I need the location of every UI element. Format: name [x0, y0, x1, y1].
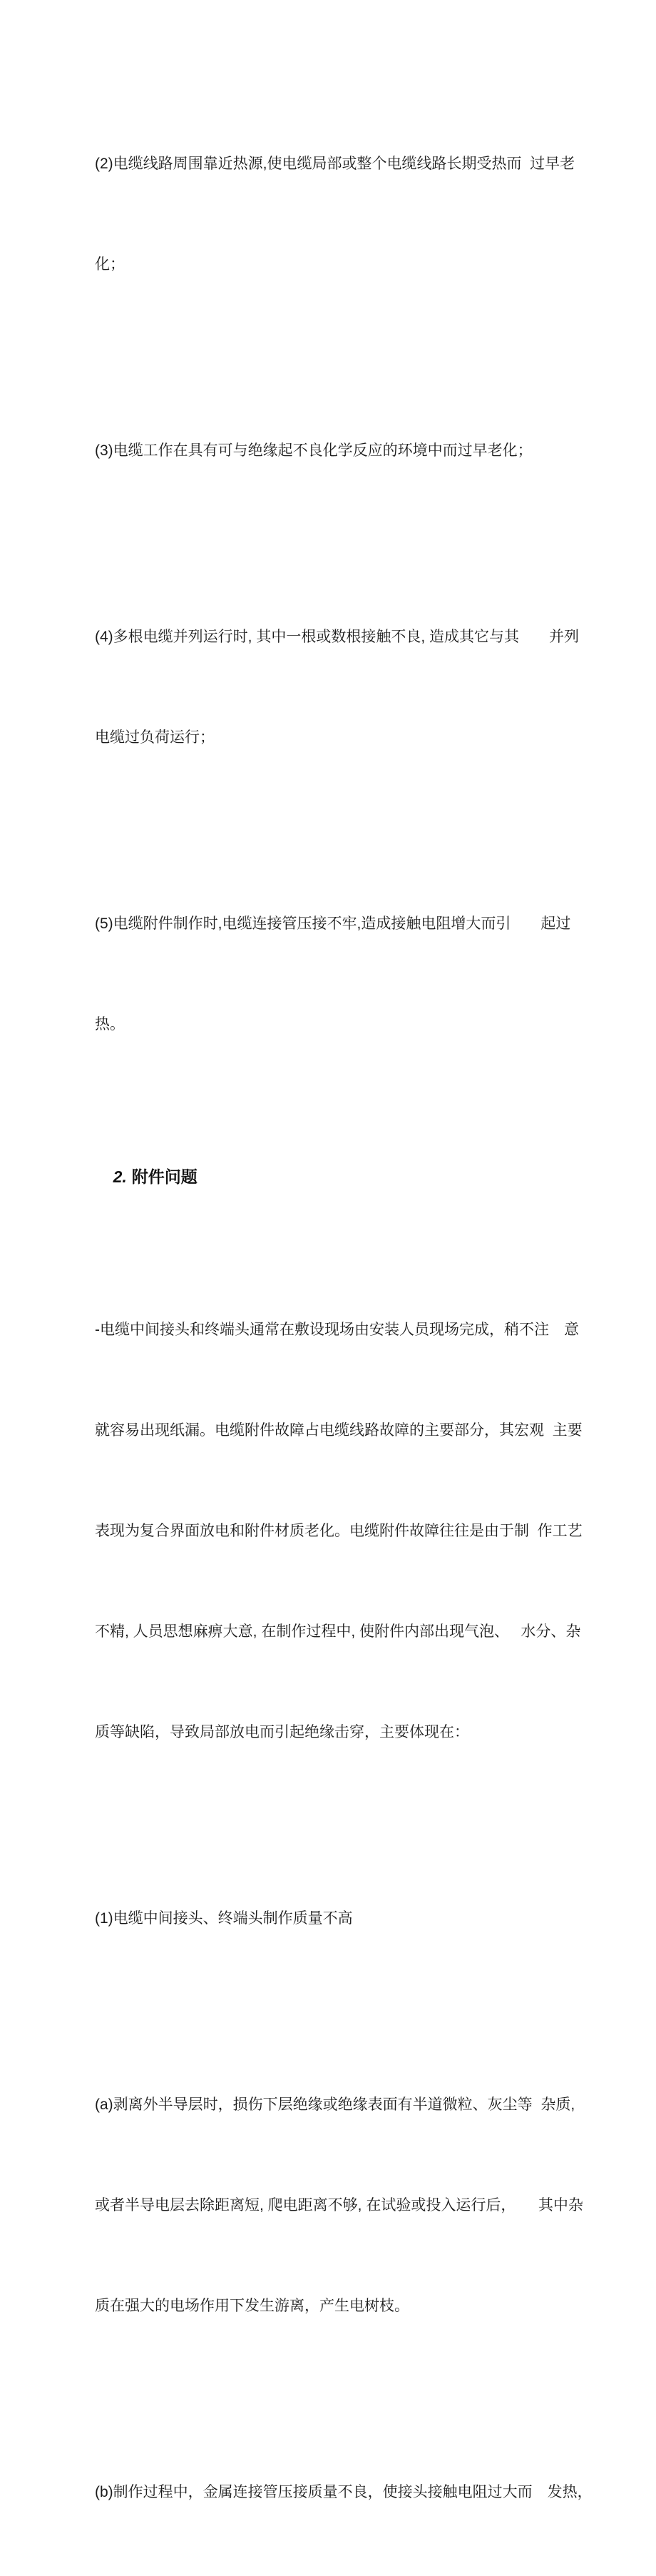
paragraph-cause-3	[95, 367, 578, 534]
text-line: 或者半导电层去除距离短, 爬电距离不够, 在试验或投入运行后， 其中杂	[95, 2197, 583, 2214]
paragraph-item-1	[95, 1835, 578, 2002]
section-number: 2.	[113, 1167, 127, 1186]
text-line: 不精, 人员思想麻痹大意, 在制作过程中, 使附件内部出现气泡、 水分、杂	[95, 1623, 581, 1640]
text-line: (a)剥离外半导层时，损伤下层绝缘或绝缘表面有半道微粒、灰尘等 杂质,	[95, 2096, 575, 2113]
text-line: (4)多根电缆并列运行时, 其中一根或数根接触不良, 造成其它与其 并列	[95, 629, 580, 645]
text-line: (1)电缆中间接头、终端头制作质量不高	[95, 1910, 353, 1927]
paragraph-cause-4	[95, 553, 578, 821]
text-line: (5)电缆附件制作时,电缆连接管压接不牢,造成接触电阻增大而引 起过	[95, 916, 571, 932]
paragraph-cause-2	[95, 80, 578, 348]
section-title: 附件问题	[131, 1167, 198, 1186]
paragraph-item-b	[95, 2408, 593, 2576]
paragraph-accessory-intro	[95, 1246, 583, 1816]
text-line: 电缆过负荷运行；	[95, 729, 215, 746]
section-heading-accessory-problems	[95, 1127, 578, 1227]
text-line: (2)电缆线路周围靠近热源,使电缆局部或整个电缆线路长期受热而 过早老	[95, 156, 575, 172]
text-line: (b)制作过程中，金属连接管压接质量不良，使接头接触电阻过大而 发热，	[95, 2484, 593, 2500]
text-line: 热。	[95, 1016, 125, 1033]
text-line: 表现为复合界面放电和附件材质老化。电缆附件故障往往是由于制 作工艺	[95, 1523, 583, 1539]
text-line: 化；	[95, 256, 125, 273]
text-line: 质在强大的电场作用下发生游离，产生电树枝。	[95, 2298, 409, 2314]
text-line: -电缆中间接头和终端头通常在敷设现场由安装人员现场完成，稍不注 意	[95, 1322, 579, 1338]
paragraph-cause-5	[95, 840, 578, 1108]
paragraph-item-a	[95, 2021, 583, 2390]
text-line: (3)电缆工作在具有可与绝缘起不良化学反应的环境中而过早老化；	[95, 442, 533, 459]
text-line: 就容易出现纸漏。电缆附件故障占电缆线路故障的主要部分，其宏观 主要	[95, 1422, 583, 1439]
text-line: 质等缺陷，导致局部放电而引起绝缘击穿，主要体现在：	[95, 1724, 469, 1740]
